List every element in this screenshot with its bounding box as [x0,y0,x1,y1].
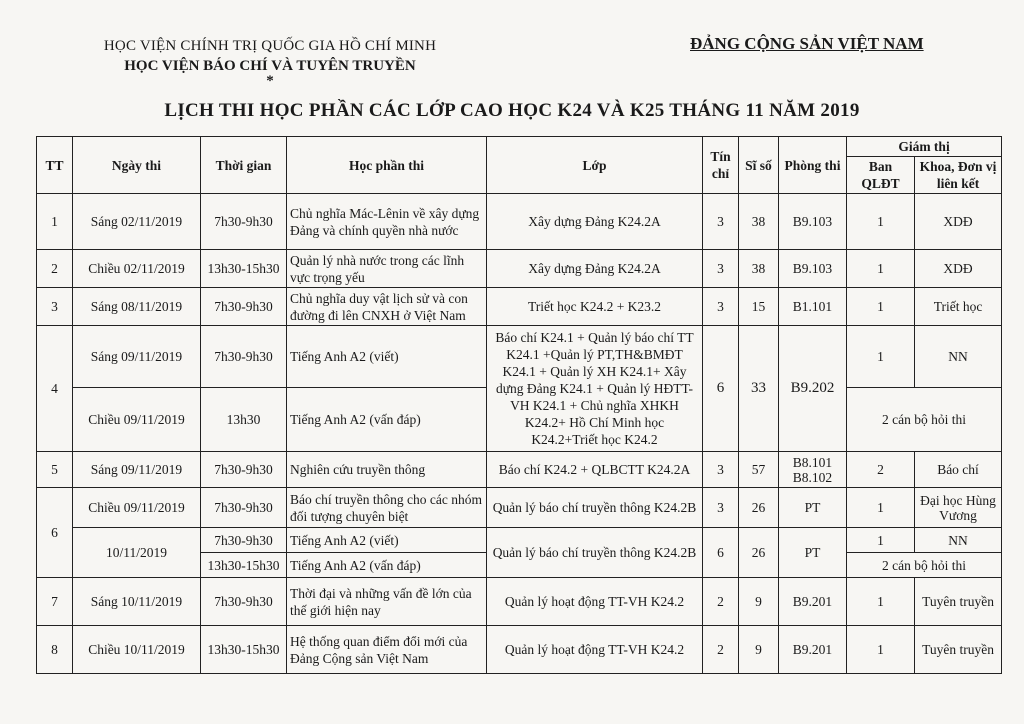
col-count: Sĩ số [739,137,779,194]
cell-unit: Triết học [915,288,1002,326]
cell-date: Chiều 09/11/2019 [73,488,201,528]
col-date: Ngày thi [73,137,201,194]
cell-time: 7h30-9h30 [201,528,287,553]
cell-ban: 2 [847,452,915,488]
table-row [37,626,1002,674]
cell-date: Chiều 09/11/2019 [73,388,201,452]
cell-tt: 1 [37,194,73,250]
cell-credits: 2 [703,626,739,674]
cell-class: Quản lý báo chí truyền thông K24.2B [487,528,703,578]
cell-subject: Báo chí truyền thông cho các nhóm đối tượng chuyên biệt [287,488,487,528]
table-row [37,528,1002,553]
cell-time: 13h30-15h30 [201,553,287,578]
org-line-2: HỌC VIỆN BÁO CHÍ VÀ TUYÊN TRUYỀN [124,58,416,74]
cell-subject: Chủ nghĩa duy vật lịch sử và con đường đi lên CNXH ở Việt Nam [287,288,487,326]
cell-tt: 3 [37,288,73,326]
cell-count: 38 [739,194,779,250]
cell-time: 7h30-9h30 [201,288,287,326]
cell-time: 13h30-15h30 [201,250,287,288]
col-proctor-unit: Khoa, Đơn vị liên kết [915,157,1002,194]
cell-class: Xây dựng Đảng K24.2A [487,250,703,288]
cell-credits: 3 [703,250,739,288]
cell-time: 7h30-9h30 [201,578,287,626]
cell-unit: NN [915,326,1002,388]
org-line-1: HỌC VIỆN CHÍNH TRỊ QUỐC GIA HỒ CHÍ MINH [103,38,437,54]
cell-class: Quản lý hoạt động TT-VH K24.2 [487,578,703,626]
table-row [37,488,1002,528]
cell-date: Sáng 09/11/2019 [73,326,201,388]
cell-unit: Đại học Hùng Vương [915,488,1002,528]
table-row [37,194,1002,250]
cell-room: PT [779,488,847,528]
cell-subject: Thời đại và những vấn đề lớn của thế giới hiện nay [287,578,487,626]
cell-time: 13h30-15h30 [201,626,287,674]
cell-subject: Hệ thống quan điểm đổi mới của Đảng Cộng sản Việt Nam [287,626,487,674]
cell-count: 26 [739,488,779,528]
cell-room: B9.202 [779,326,847,452]
cell-proctor: 2 cán bộ hỏi thi [847,388,1002,452]
header-row [37,137,1002,157]
col-credits: Tín chỉ [703,137,739,194]
cell-class: Triết học K24.2 + K23.2 [487,288,703,326]
cell-tt: 7 [37,578,73,626]
cell-room: B9.201 [779,626,847,674]
cell-credits: 6 [703,528,739,578]
cell-ban: 1 [847,626,915,674]
cell-unit: NN [915,528,1002,553]
table-row [37,288,1002,326]
cell-count: 26 [739,528,779,578]
col-class: Lớp [487,137,703,194]
cell-ban: 1 [847,528,915,553]
cell-date: Sáng 02/11/2019 [73,194,201,250]
cell-subject: Tiếng Anh A2 (vấn đáp) [287,553,487,578]
cell-time: 7h30-9h30 [201,326,287,388]
cell-ban: 1 [847,194,915,250]
cell-tt: 2 [37,250,73,288]
cell-count: 57 [739,452,779,488]
cell-unit: Tuyên truyền [915,578,1002,626]
cell-ban: 1 [847,326,915,388]
cell-date: Sáng 10/11/2019 [73,578,201,626]
cell-unit: Tuyên truyền [915,626,1002,674]
cell-date: Chiều 10/11/2019 [73,626,201,674]
cell-date: Chiều 02/11/2019 [73,250,201,288]
cell-unit: Báo chí [915,452,1002,488]
cell-date: 10/11/2019 [73,528,201,578]
cell-room: B8.101 B8.102 [779,452,847,488]
cell-count: 9 [739,626,779,674]
cell-unit: XDĐ [915,194,1002,250]
cell-credits: 3 [703,288,739,326]
cell-class: Báo chí K24.2 + QLBCTT K24.2A [487,452,703,488]
cell-time: 7h30-9h30 [201,194,287,250]
exam-schedule-table [36,136,1002,674]
cell-credits: 3 [703,488,739,528]
cell-ban: 1 [847,250,915,288]
cell-class: Quản lý báo chí truyền thông K24.2B [487,488,703,528]
cell-room: B1.101 [779,288,847,326]
cell-tt: 5 [37,452,73,488]
cell-proctor: 2 cán bộ hỏi thi [847,553,1002,578]
page-title: LỊCH THI HỌC PHẦN CÁC LỚP CAO HỌC K24 VÀ K25 THÁNG 11 NĂM 2019 [164,100,860,121]
cell-unit: XDĐ [915,250,1002,288]
cell-date: Sáng 08/11/2019 [73,288,201,326]
cell-room: PT [779,528,847,578]
cell-class: Báo chí K24.1 + Quản lý báo chí TT K24.1 +Quản lý PT,TH&BMĐT K24.1 + Quản lý XH K24.1+ Xây dựng Đảng K24.1 + Quản lý HĐTT-VH K24.1 + Chủ nghĩa XHKH K24.2+ Hồ Chí Minh học K24.2+Triết học K24.2 [487,326,703,452]
document-header-left [60,36,480,89]
cell-room: B9.103 [779,250,847,288]
cell-room: B9.201 [779,578,847,626]
party-header: ĐẢNG CỘNG SẢN VIỆT NAM [690,34,924,53]
cell-credits: 3 [703,452,739,488]
cell-credits: 2 [703,578,739,626]
cell-subject: Chủ nghĩa Mác-Lênin về xây dựng Đảng và chính quyền nhà nước [287,194,487,250]
cell-tt: 4 [37,326,73,452]
table-row [37,250,1002,288]
cell-count: 33 [739,326,779,452]
cell-time: 13h30 [201,388,287,452]
cell-time: 7h30-9h30 [201,452,287,488]
cell-count: 15 [739,288,779,326]
cell-class: Quản lý hoạt động TT-VH K24.2 [487,626,703,674]
cell-tt: 8 [37,626,73,674]
col-time: Thời gian [201,137,287,194]
cell-ban: 1 [847,288,915,326]
cell-time: 7h30-9h30 [201,488,287,528]
col-subject: Học phần thi [287,137,487,194]
cell-class: Xây dựng Đảng K24.2A [487,194,703,250]
cell-subject: Tiếng Anh A2 (vấn đáp) [287,388,487,452]
cell-credits: 3 [703,194,739,250]
col-proctor-group: Giám thị [847,137,1002,157]
header-star: * [266,73,274,89]
cell-tt: 6 [37,488,73,578]
table-row [37,578,1002,626]
cell-ban: 1 [847,578,915,626]
cell-count: 38 [739,250,779,288]
col-room: Phòng thi [779,137,847,194]
cell-credits: 6 [703,326,739,452]
col-tt: TT [37,137,73,194]
cell-date: Sáng 09/11/2019 [73,452,201,488]
table-row [37,452,1002,488]
col-proctor-ban: Ban QLĐT [847,157,915,194]
cell-subject: Nghiên cứu truyền thông [287,452,487,488]
cell-subject: Quản lý nhà nước trong các lĩnh vực trọng yếu [287,250,487,288]
cell-subject: Tiếng Anh A2 (viết) [287,528,487,553]
cell-ban: 1 [847,488,915,528]
cell-room: B9.103 [779,194,847,250]
cell-subject: Tiếng Anh A2 (viết) [287,326,487,388]
table-row [37,326,1002,388]
cell-count: 9 [739,578,779,626]
